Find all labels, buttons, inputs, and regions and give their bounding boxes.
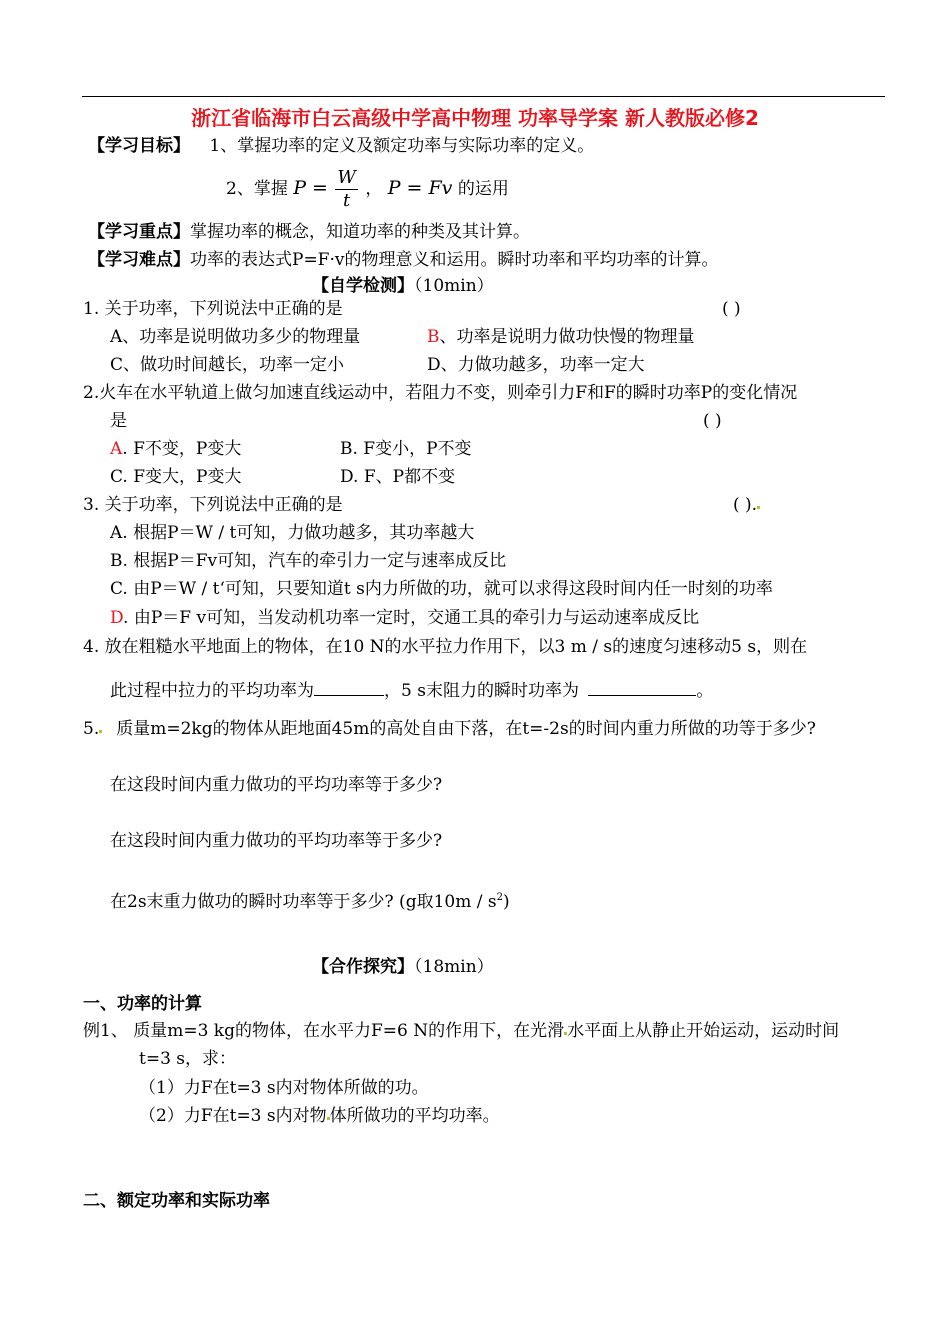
q2-stem-cont: 是	[110, 411, 127, 431]
goals-item-2	[226, 166, 509, 214]
q5-sub-3-end: )	[502, 892, 510, 912]
document-title: 浙江省临海市白云高级中学高中物理 功率导学案 新人教版必修2	[191, 106, 759, 130]
average-power-answer-blank[interactable]	[314, 679, 384, 696]
q4-middle: ，5 s末阻力的瞬时功率为	[384, 681, 579, 701]
text-marker	[99, 730, 102, 733]
q2-option-d: D. F、P都不变	[340, 467, 456, 487]
example-1-sub-2	[139, 1105, 500, 1127]
formula-power-fv: P = Fv	[387, 177, 453, 199]
formula-separator: ，	[365, 179, 383, 199]
q3-answer-paren	[733, 494, 760, 516]
difficulties-text: 功率的表达式P=F·v的物理意义和运用。瞬时功率和平均功率的计算。	[190, 250, 719, 270]
q4-line-2	[110, 679, 713, 702]
section-1-heading: 一、功率的计算	[83, 994, 202, 1014]
q5-sub-3-text: 在2s末重力做功的瞬时功率等于多少? (g取10m / s	[110, 892, 497, 912]
formula-fraction	[335, 167, 358, 212]
formula-numerator: W	[337, 167, 356, 188]
example-1-cont: t=3 s，求：	[139, 1049, 237, 1069]
q3-answer-paren-text: ( ).	[733, 495, 758, 515]
key-points-label: 【学习重点】	[88, 222, 190, 242]
self-study-label: 【自学检测】	[312, 276, 414, 296]
q2-stem: 2.火车在水平轨道上做匀加速直线运动中，若阻力不变，则牵引力F和F的瞬时功率P的变化情况	[83, 383, 798, 403]
self-study-time: （10min）	[414, 276, 494, 296]
key-points-text: 掌握功率的概念，知道功率的种类及其计算。	[190, 222, 530, 242]
q5-sub-1: 在这段时间内重力做功的平均功率等于多少?	[110, 775, 443, 795]
q5-sub-3	[110, 887, 510, 913]
coop-label: 【合作探究】	[312, 957, 414, 977]
formula-power-lhs: P =	[293, 177, 328, 199]
q4-prefix: 此过程中拉力的平均功率为	[110, 681, 314, 701]
q1-answer-paren: ( )	[722, 299, 741, 319]
q2-option-a-text: . F不变，P变大	[122, 439, 242, 459]
text-marker	[757, 506, 760, 509]
example-1-sub-1: （1）力F在t=3 s内对物体所做的功。	[139, 1078, 429, 1098]
q3-option-d-text: . 由P＝F v可知，当发动机功率一定时，交通工具的牵引力与运动速率成反比	[123, 608, 700, 628]
coop-time: （18min）	[414, 957, 494, 977]
example-1-sub-2-a: （2）力F在t=3 s内对物	[139, 1106, 327, 1126]
goals-label: 【学习目标】	[88, 136, 190, 156]
difficulties	[88, 249, 719, 271]
q3-option-b: B. 根据P＝Fv可知，汽车的牵引力一定与速率成反比	[110, 551, 507, 571]
goals-item-1: 1、掌握功率的定义及额定功率与实际功率的定义。	[209, 136, 595, 156]
header-rule	[82, 96, 885, 97]
q3-option-d-letter: D	[110, 608, 124, 628]
goals-item-2-prefix: 2、掌握	[226, 179, 288, 199]
q1-option-b-text: 、功率是说明力做功快慢的物理量	[439, 327, 695, 347]
q1-option-a: A、功率是说明做功多少的物理量	[110, 327, 361, 347]
self-study-heading	[312, 275, 494, 297]
example-1	[83, 1020, 839, 1042]
q4-stem: 4. 放在粗糙水平地面上的物体，在10 N的水平拉力作用下，以3 m / s的速度匀速移动5 s，则在	[83, 637, 808, 657]
q3-option-d	[110, 607, 699, 629]
q3-option-c: C. 由P＝W / t‘可知，只要知道t s内力所做的功，就可以求得这段时间内任一时刻的功率	[110, 579, 773, 599]
section-2-heading: 二、额定功率和实际功率	[83, 1191, 270, 1211]
q1-option-b-letter: B	[427, 327, 440, 347]
q1-stem: 1. 关于功率，下列说法中正确的是	[83, 299, 343, 319]
q5-superscript: 2	[496, 892, 503, 903]
q3-stem: 3. 关于功率，下列说法中正确的是	[83, 495, 343, 515]
key-points	[88, 221, 530, 243]
q5-stem	[83, 718, 816, 740]
difficulties-label: 【学习难点】	[88, 250, 190, 270]
q2-option-a	[110, 438, 241, 460]
q4-end: 。	[696, 681, 714, 701]
q2-option-a-letter: A	[110, 439, 123, 459]
example-1-text: 例1、 质量m=3 kg的物体，在水平力F=6 N的作用下，在光滑	[83, 1021, 565, 1041]
q5-sub-2: 在这段时间内重力做功的平均功率等于多少?	[110, 831, 443, 851]
q1-option-d: D、力做功越多，功率一定大	[427, 355, 645, 375]
example-1-sub-2-b: 体所做功的平均功率。	[329, 1106, 500, 1126]
q5-number: 5.	[83, 719, 100, 739]
q1-option-c: C、做功时间越长，功率一定小	[110, 355, 345, 375]
coop-heading	[312, 956, 494, 978]
instant-power-answer-blank[interactable]	[588, 679, 696, 696]
goals-item-2-suffix: 的运用	[457, 179, 509, 199]
q2-option-b: B. F变小，P不变	[340, 439, 472, 459]
learning-goals	[88, 135, 594, 157]
q1-option-b	[427, 326, 695, 348]
q2-option-c: C. F变大，P变大	[110, 467, 242, 487]
q5-text: 质量m=2kg的物体从距地面45m的高处自由下落，在t=-2s的时间内重力所做的功等于多少?	[116, 719, 816, 739]
formula-denominator: t	[343, 190, 351, 211]
q3-option-a: A. 根据P＝W / t可知，力做功越多，其功率越大	[110, 523, 475, 543]
q2-answer-paren: ( )	[703, 411, 722, 431]
example-1-text-cont: 水平面上从静止开始运动，运动时间	[567, 1021, 840, 1041]
